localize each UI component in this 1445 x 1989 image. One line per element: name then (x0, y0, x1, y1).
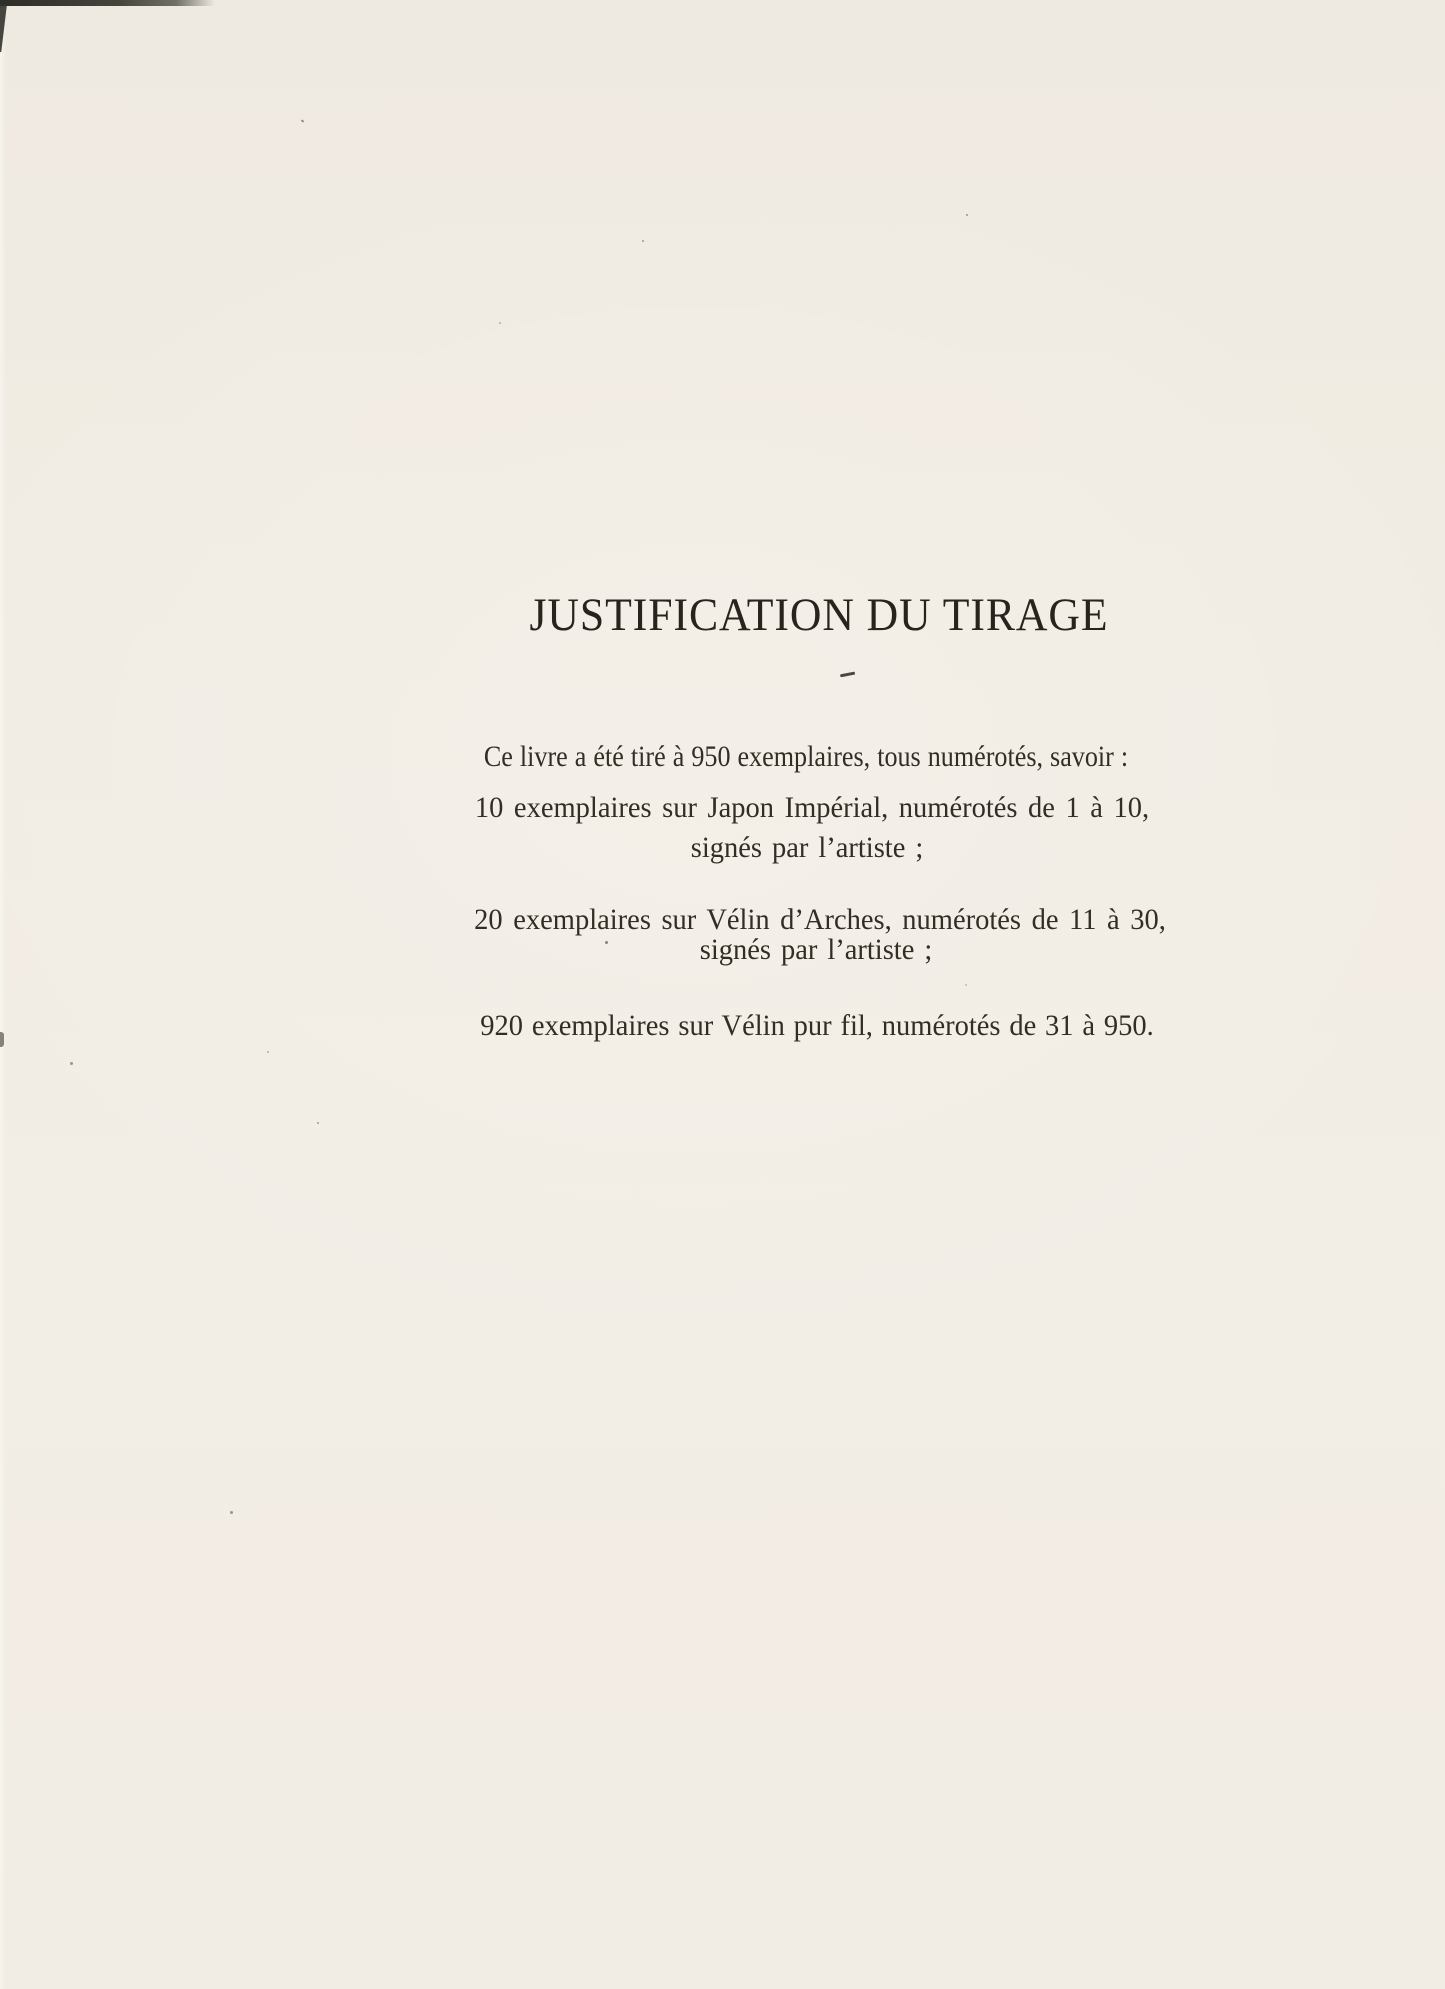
scan-speck (230, 1511, 233, 1514)
colophon-line-intro: Ce livre a été tiré à 950 exemplaires, tous numérotés, savoir : (483, 740, 1129, 773)
scan-edge-highlight-left (0, 0, 6, 1989)
scan-speck (965, 984, 967, 986)
scan-speck (70, 1062, 73, 1065)
scan-edge-artifact-top (0, 0, 215, 6)
scan-speck (499, 322, 501, 324)
scan-speck (267, 1051, 269, 1053)
scan-speck (301, 119, 305, 122)
colophon-line-signed-2: signés par l’artiste ; (699, 933, 933, 966)
scan-speck (642, 240, 644, 242)
ornament-dash (840, 672, 855, 678)
colophon-line-signed-1: signés par l’artiste ; (690, 831, 924, 864)
colophon-line-velin-pur-fil: 920 exemplaires sur Vélin pur fil, numérotés de 31 à 950. (480, 1009, 1154, 1042)
scan-edge-mark-left (0, 1032, 4, 1047)
colophon-line-velin-arches: 20 exemplaires sur Vélin d’Arches, numérotés de 11 à 30, (474, 903, 1166, 936)
colophon-line-japon: 10 exemplaires sur Japon Impérial, numérotés de 1 à 10, (474, 791, 1150, 824)
scan-speck (966, 214, 968, 216)
scan-speck (605, 941, 608, 944)
page-title: JUSTIFICATION DU TIRAGE (529, 589, 1109, 641)
scan-speck (317, 1122, 319, 1124)
